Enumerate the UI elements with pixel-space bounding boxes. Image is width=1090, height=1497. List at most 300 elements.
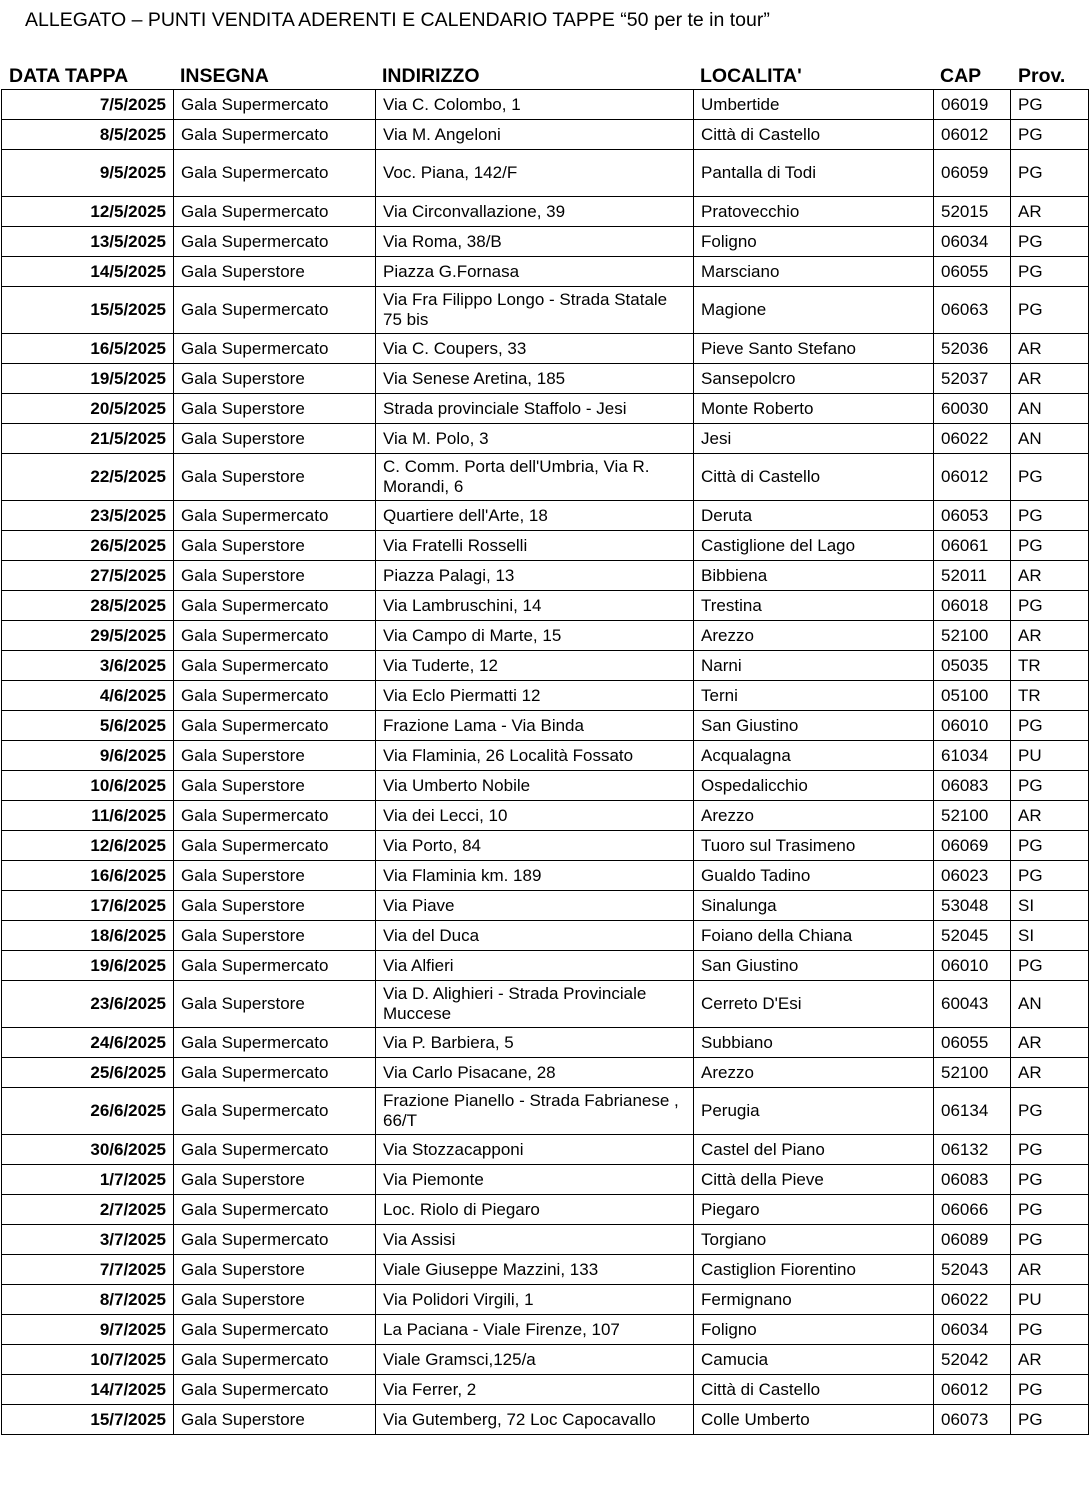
- cell-address: La Paciana - Viale Firenze, 107: [376, 1315, 694, 1345]
- cell-locality: Perugia: [694, 1088, 934, 1135]
- cell-locality: Monte Roberto: [694, 394, 934, 424]
- cell-locality: Sinalunga: [694, 891, 934, 921]
- cell-prov: AR: [1011, 1058, 1089, 1088]
- cell-cap: 52100: [934, 801, 1011, 831]
- table-row: [2, 561, 1089, 591]
- cell-cap: 52011: [934, 561, 1011, 591]
- cell-date: 7/7/2025: [2, 1255, 174, 1285]
- cell-prov: PG: [1011, 120, 1089, 150]
- cell-date: 14/5/2025: [2, 257, 174, 287]
- cell-prov: PG: [1011, 831, 1089, 861]
- cell-store: Gala Supermercato: [174, 651, 376, 681]
- cell-prov: PG: [1011, 1195, 1089, 1225]
- cell-prov: PU: [1011, 1285, 1089, 1315]
- table-row: [2, 861, 1089, 891]
- table-row: [2, 531, 1089, 561]
- cell-date: 19/6/2025: [2, 951, 174, 981]
- cell-address: Via Piemonte: [376, 1165, 694, 1195]
- cell-store: Gala Superstore: [174, 531, 376, 561]
- table-row: [2, 681, 1089, 711]
- cell-locality: Fermignano: [694, 1285, 934, 1315]
- cell-date: 10/6/2025: [2, 771, 174, 801]
- cell-address: Via Polidori Virgili, 1: [376, 1285, 694, 1315]
- cell-date: 8/7/2025: [2, 1285, 174, 1315]
- cell-prov: PG: [1011, 150, 1089, 197]
- cell-cap: 06083: [934, 1165, 1011, 1195]
- cell-store: Gala Supermercato: [174, 591, 376, 621]
- table-row: [2, 591, 1089, 621]
- cell-cap: 06012: [934, 454, 1011, 501]
- cell-address: Via Piave: [376, 891, 694, 921]
- cell-date: 29/5/2025: [2, 621, 174, 651]
- cell-store: Gala Superstore: [174, 394, 376, 424]
- cell-address: Via Gutemberg, 72 Loc Capocavallo: [376, 1405, 694, 1435]
- cell-date: 1/7/2025: [2, 1165, 174, 1195]
- cell-store: Gala Supermercato: [174, 334, 376, 364]
- table-row: [2, 1195, 1089, 1225]
- header-date: DATA TAPPA: [9, 65, 129, 87]
- cell-prov: AN: [1011, 394, 1089, 424]
- table-row: [2, 1088, 1089, 1135]
- cell-address: Via Fratelli Rosselli: [376, 531, 694, 561]
- cell-address: Via Flaminia, 26 Località Fossato: [376, 741, 694, 771]
- cell-prov: PG: [1011, 591, 1089, 621]
- table-row: [2, 257, 1089, 287]
- cell-cap: 52015: [934, 197, 1011, 227]
- cell-store: Gala Superstore: [174, 454, 376, 501]
- cell-prov: PG: [1011, 257, 1089, 287]
- cell-store: Gala Superstore: [174, 861, 376, 891]
- cell-date: 28/5/2025: [2, 591, 174, 621]
- cell-date: 16/5/2025: [2, 334, 174, 364]
- cell-address: Via Circonvallazione, 39: [376, 197, 694, 227]
- cell-locality: Ospedalicchio: [694, 771, 934, 801]
- cell-locality: Umbertide: [694, 90, 934, 120]
- cell-locality: Subbiano: [694, 1028, 934, 1058]
- cell-cap: 06059: [934, 150, 1011, 197]
- cell-store: Gala Superstore: [174, 1285, 376, 1315]
- cell-locality: Città di Castello: [694, 1375, 934, 1405]
- cell-store: Gala Superstore: [174, 741, 376, 771]
- cell-locality: Castiglion Fiorentino: [694, 1255, 934, 1285]
- cell-locality: Castiglione del Lago: [694, 531, 934, 561]
- cell-cap: 06069: [934, 831, 1011, 861]
- table-row: [2, 1028, 1089, 1058]
- cell-locality: Città di Castello: [694, 120, 934, 150]
- cell-date: 24/6/2025: [2, 1028, 174, 1058]
- cell-date: 3/6/2025: [2, 651, 174, 681]
- cell-address: Via del Duca: [376, 921, 694, 951]
- cell-cap: 06061: [934, 531, 1011, 561]
- cell-date: 9/6/2025: [2, 741, 174, 771]
- cell-cap: 60030: [934, 394, 1011, 424]
- cell-locality: Trestina: [694, 591, 934, 621]
- cell-prov: AN: [1011, 424, 1089, 454]
- table-row: [2, 501, 1089, 531]
- table-row: [2, 771, 1089, 801]
- cell-locality: Camucia: [694, 1345, 934, 1375]
- cell-address: Frazione Pianello - Strada Fabrianese , 66/T: [376, 1088, 694, 1135]
- cell-date: 23/5/2025: [2, 501, 174, 531]
- cell-cap: 52100: [934, 1058, 1011, 1088]
- cell-store: Gala Supermercato: [174, 287, 376, 334]
- cell-address: Via P. Barbiera, 5: [376, 1028, 694, 1058]
- cell-store: Gala Superstore: [174, 1165, 376, 1195]
- cell-store: Gala Supermercato: [174, 951, 376, 981]
- cell-cap: 06019: [934, 90, 1011, 120]
- table-row: [2, 120, 1089, 150]
- cell-date: 2/7/2025: [2, 1195, 174, 1225]
- cell-cap: 61034: [934, 741, 1011, 771]
- document-title: ALLEGATO – PUNTI VENDITA ADERENTI E CALENDARIO TAPPE “50 per te in tour”: [25, 9, 770, 31]
- cell-prov: PG: [1011, 454, 1089, 501]
- cell-store: Gala Supermercato: [174, 831, 376, 861]
- cell-cap: 06083: [934, 771, 1011, 801]
- cell-date: 25/6/2025: [2, 1058, 174, 1088]
- header-cap: CAP: [940, 65, 982, 87]
- cell-prov: PG: [1011, 501, 1089, 531]
- cell-address: Via Roma, 38/B: [376, 227, 694, 257]
- cell-address: Via D. Alighieri - Strada Provinciale Muccese: [376, 981, 694, 1028]
- cell-date: 15/5/2025: [2, 287, 174, 334]
- cell-address: Via Alfieri: [376, 951, 694, 981]
- cell-store: Gala Supermercato: [174, 1315, 376, 1345]
- cell-address: Via Senese Aretina, 185: [376, 364, 694, 394]
- cell-store: Gala Superstore: [174, 981, 376, 1028]
- cell-locality: Marsciano: [694, 257, 934, 287]
- cell-cap: 06089: [934, 1225, 1011, 1255]
- cell-prov: PG: [1011, 861, 1089, 891]
- cell-cap: 06055: [934, 1028, 1011, 1058]
- cell-date: 4/6/2025: [2, 681, 174, 711]
- cell-date: 7/5/2025: [2, 90, 174, 120]
- cell-locality: Deruta: [694, 501, 934, 531]
- cell-cap: 06034: [934, 1315, 1011, 1345]
- cell-cap: 60043: [934, 981, 1011, 1028]
- cell-store: Gala Supermercato: [174, 1345, 376, 1375]
- cell-cap: 52045: [934, 921, 1011, 951]
- cell-address: Via Ferrer, 2: [376, 1375, 694, 1405]
- cell-prov: AR: [1011, 621, 1089, 651]
- cell-locality: Foiano della Chiana: [694, 921, 934, 951]
- cell-date: 5/6/2025: [2, 711, 174, 741]
- table-row: [2, 1375, 1089, 1405]
- cell-cap: 06010: [934, 711, 1011, 741]
- table-row: [2, 1285, 1089, 1315]
- cell-store: Gala Supermercato: [174, 1135, 376, 1165]
- table-row: [2, 197, 1089, 227]
- cell-locality: Acqualagna: [694, 741, 934, 771]
- cell-locality: Piegaro: [694, 1195, 934, 1225]
- cell-date: 13/5/2025: [2, 227, 174, 257]
- cell-date: 18/6/2025: [2, 921, 174, 951]
- cell-address: Via Stozzacapponi: [376, 1135, 694, 1165]
- cell-address: Via M. Angeloni: [376, 120, 694, 150]
- cell-cap: 53048: [934, 891, 1011, 921]
- cell-date: 30/6/2025: [2, 1135, 174, 1165]
- cell-address: Loc. Riolo di Piegaro: [376, 1195, 694, 1225]
- cell-prov: SI: [1011, 891, 1089, 921]
- cell-locality: Colle Umberto: [694, 1405, 934, 1435]
- cell-prov: AR: [1011, 197, 1089, 227]
- table-row: [2, 1165, 1089, 1195]
- cell-cap: 06134: [934, 1088, 1011, 1135]
- table-row: [2, 1255, 1089, 1285]
- cell-address: Via Assisi: [376, 1225, 694, 1255]
- cell-cap: 06012: [934, 120, 1011, 150]
- cell-address: Via Eclo Piermatti 12: [376, 681, 694, 711]
- cell-cap: 06022: [934, 1285, 1011, 1315]
- stores-table-body: [2, 90, 1089, 1435]
- cell-locality: Città della Pieve: [694, 1165, 934, 1195]
- cell-address: Voc. Piana, 142/F: [376, 150, 694, 197]
- cell-locality: San Giustino: [694, 951, 934, 981]
- table-row: [2, 1315, 1089, 1345]
- cell-address: Viale Giuseppe Mazzini, 133: [376, 1255, 694, 1285]
- cell-store: Gala Supermercato: [174, 801, 376, 831]
- table-row: [2, 981, 1089, 1028]
- cell-date: 9/7/2025: [2, 1315, 174, 1345]
- cell-date: 23/6/2025: [2, 981, 174, 1028]
- table-row: [2, 1135, 1089, 1165]
- table-row: [2, 364, 1089, 394]
- cell-cap: 06063: [934, 287, 1011, 334]
- cell-locality: Castel del Piano: [694, 1135, 934, 1165]
- cell-store: Gala Superstore: [174, 257, 376, 287]
- cell-cap: 06066: [934, 1195, 1011, 1225]
- cell-cap: 06034: [934, 227, 1011, 257]
- cell-cap: 06053: [934, 501, 1011, 531]
- cell-prov: PG: [1011, 287, 1089, 334]
- cell-prov: AR: [1011, 561, 1089, 591]
- cell-prov: PG: [1011, 1135, 1089, 1165]
- cell-locality: Jesi: [694, 424, 934, 454]
- cell-address: Quartiere dell'Arte, 18: [376, 501, 694, 531]
- cell-date: 21/5/2025: [2, 424, 174, 454]
- cell-address: Via Campo di Marte, 15: [376, 621, 694, 651]
- table-row: [2, 334, 1089, 364]
- cell-cap: 52037: [934, 364, 1011, 394]
- cell-address: Via Fra Filippo Longo - Strada Statale 75 bis: [376, 287, 694, 334]
- cell-cap: 06022: [934, 424, 1011, 454]
- cell-date: 26/6/2025: [2, 1088, 174, 1135]
- cell-address: Strada provinciale Staffolo - Jesi: [376, 394, 694, 424]
- cell-store: Gala Supermercato: [174, 90, 376, 120]
- cell-prov: AR: [1011, 801, 1089, 831]
- cell-address: Via dei Lecci, 10: [376, 801, 694, 831]
- table-row: [2, 1405, 1089, 1435]
- cell-store: Gala Superstore: [174, 364, 376, 394]
- cell-cap: 06018: [934, 591, 1011, 621]
- cell-store: Gala Supermercato: [174, 1195, 376, 1225]
- cell-store: Gala Superstore: [174, 424, 376, 454]
- cell-store: Gala Supermercato: [174, 1058, 376, 1088]
- cell-locality: Magione: [694, 287, 934, 334]
- cell-locality: Pratovecchio: [694, 197, 934, 227]
- cell-prov: AR: [1011, 1028, 1089, 1058]
- cell-address: Viale Gramsci,125/a: [376, 1345, 694, 1375]
- cell-prov: PG: [1011, 951, 1089, 981]
- cell-date: 17/6/2025: [2, 891, 174, 921]
- header-locality: LOCALITA': [700, 65, 802, 87]
- cell-prov: PG: [1011, 1375, 1089, 1405]
- cell-address: Piazza Palagi, 13: [376, 561, 694, 591]
- table-row: [2, 1345, 1089, 1375]
- table-row: [2, 801, 1089, 831]
- table-row: [2, 831, 1089, 861]
- cell-prov: PG: [1011, 531, 1089, 561]
- cell-locality: Foligno: [694, 1315, 934, 1345]
- cell-date: 19/5/2025: [2, 364, 174, 394]
- cell-prov: PG: [1011, 1315, 1089, 1345]
- table-row: [2, 394, 1089, 424]
- table-row: [2, 150, 1089, 197]
- cell-prov: PG: [1011, 1225, 1089, 1255]
- cell-locality: Torgiano: [694, 1225, 934, 1255]
- table-row: [2, 621, 1089, 651]
- cell-store: Gala Superstore: [174, 1405, 376, 1435]
- table-row: [2, 951, 1089, 981]
- cell-prov: PG: [1011, 1088, 1089, 1135]
- cell-date: 27/5/2025: [2, 561, 174, 591]
- cell-store: Gala Superstore: [174, 921, 376, 951]
- cell-cap: 52100: [934, 621, 1011, 651]
- cell-prov: PG: [1011, 771, 1089, 801]
- cell-cap: 05100: [934, 681, 1011, 711]
- cell-store: Gala Superstore: [174, 561, 376, 591]
- cell-locality: Arezzo: [694, 801, 934, 831]
- cell-prov: PG: [1011, 711, 1089, 741]
- cell-prov: TR: [1011, 651, 1089, 681]
- cell-address: C. Comm. Porta dell'Umbria, Via R. Morandi, 6: [376, 454, 694, 501]
- cell-store: Gala Supermercato: [174, 1225, 376, 1255]
- header-address: INDIRIZZO: [382, 65, 480, 87]
- cell-prov: PU: [1011, 741, 1089, 771]
- cell-address: Via Umberto Nobile: [376, 771, 694, 801]
- cell-prov: AN: [1011, 981, 1089, 1028]
- cell-address: Frazione Lama - Via Binda: [376, 711, 694, 741]
- cell-cap: 06010: [934, 951, 1011, 981]
- cell-address: Via Flaminia km. 189: [376, 861, 694, 891]
- cell-date: 14/7/2025: [2, 1375, 174, 1405]
- table-row: [2, 1058, 1089, 1088]
- table-row: [2, 1225, 1089, 1255]
- table-row: [2, 711, 1089, 741]
- cell-store: Gala Superstore: [174, 1255, 376, 1285]
- cell-locality: Tuoro sul Trasimeno: [694, 831, 934, 861]
- table-row: [2, 287, 1089, 334]
- cell-cap: 06132: [934, 1135, 1011, 1165]
- cell-prov: TR: [1011, 681, 1089, 711]
- cell-store: Gala Supermercato: [174, 150, 376, 197]
- cell-store: Gala Supermercato: [174, 681, 376, 711]
- cell-date: 10/7/2025: [2, 1345, 174, 1375]
- cell-locality: Bibbiena: [694, 561, 934, 591]
- cell-prov: PG: [1011, 1165, 1089, 1195]
- cell-address: Piazza G.Fornasa: [376, 257, 694, 287]
- table-row: [2, 921, 1089, 951]
- cell-cap: 52043: [934, 1255, 1011, 1285]
- table-row: [2, 424, 1089, 454]
- cell-prov: AR: [1011, 1255, 1089, 1285]
- cell-date: 8/5/2025: [2, 120, 174, 150]
- cell-locality: Sansepolcro: [694, 364, 934, 394]
- cell-prov: AR: [1011, 334, 1089, 364]
- cell-cap: 06073: [934, 1405, 1011, 1435]
- cell-store: Gala Supermercato: [174, 711, 376, 741]
- table-row: [2, 891, 1089, 921]
- cell-prov: PG: [1011, 227, 1089, 257]
- cell-date: 16/6/2025: [2, 861, 174, 891]
- table-row: [2, 90, 1089, 120]
- cell-address: Via C. Colombo, 1: [376, 90, 694, 120]
- cell-cap: 52036: [934, 334, 1011, 364]
- cell-store: Gala Supermercato: [174, 501, 376, 531]
- table-row: [2, 651, 1089, 681]
- cell-locality: Terni: [694, 681, 934, 711]
- cell-locality: Città di Castello: [694, 454, 934, 501]
- cell-cap: 05035: [934, 651, 1011, 681]
- stores-table: [1, 89, 1089, 1435]
- cell-locality: Pieve Santo Stefano: [694, 334, 934, 364]
- cell-locality: Pantalla di Todi: [694, 150, 934, 197]
- cell-store: Gala Superstore: [174, 771, 376, 801]
- cell-locality: Arezzo: [694, 1058, 934, 1088]
- cell-date: 26/5/2025: [2, 531, 174, 561]
- cell-address: Via Lambruschini, 14: [376, 591, 694, 621]
- cell-date: 12/5/2025: [2, 197, 174, 227]
- cell-cap: 52042: [934, 1345, 1011, 1375]
- cell-store: Gala Superstore: [174, 891, 376, 921]
- cell-locality: Narni: [694, 651, 934, 681]
- cell-cap: 06012: [934, 1375, 1011, 1405]
- cell-address: Via Porto, 84: [376, 831, 694, 861]
- cell-locality: Gualdo Tadino: [694, 861, 934, 891]
- header-prov: Prov.: [1018, 65, 1066, 87]
- cell-locality: Arezzo: [694, 621, 934, 651]
- cell-store: Gala Supermercato: [174, 227, 376, 257]
- table-row: [2, 227, 1089, 257]
- cell-date: 20/5/2025: [2, 394, 174, 424]
- cell-cap: 06055: [934, 257, 1011, 287]
- cell-locality: Foligno: [694, 227, 934, 257]
- cell-locality: Cerreto D'Esi: [694, 981, 934, 1028]
- cell-store: Gala Supermercato: [174, 1088, 376, 1135]
- cell-address: Via M. Polo, 3: [376, 424, 694, 454]
- cell-prov: PG: [1011, 90, 1089, 120]
- cell-store: Gala Supermercato: [174, 120, 376, 150]
- cell-date: 12/6/2025: [2, 831, 174, 861]
- cell-address: Via C. Coupers, 33: [376, 334, 694, 364]
- cell-address: Via Carlo Pisacane, 28: [376, 1058, 694, 1088]
- cell-prov: AR: [1011, 1345, 1089, 1375]
- cell-cap: 06023: [934, 861, 1011, 891]
- cell-date: 11/6/2025: [2, 801, 174, 831]
- header-store: INSEGNA: [180, 65, 269, 87]
- cell-date: 9/5/2025: [2, 150, 174, 197]
- cell-locality: San Giustino: [694, 711, 934, 741]
- cell-date: 15/7/2025: [2, 1405, 174, 1435]
- cell-store: Gala Supermercato: [174, 1028, 376, 1058]
- cell-date: 22/5/2025: [2, 454, 174, 501]
- cell-store: Gala Supermercato: [174, 1375, 376, 1405]
- cell-date: 3/7/2025: [2, 1225, 174, 1255]
- cell-address: Via Tuderte, 12: [376, 651, 694, 681]
- cell-prov: PG: [1011, 1405, 1089, 1435]
- table-row: [2, 741, 1089, 771]
- cell-prov: SI: [1011, 921, 1089, 951]
- cell-store: Gala Supermercato: [174, 197, 376, 227]
